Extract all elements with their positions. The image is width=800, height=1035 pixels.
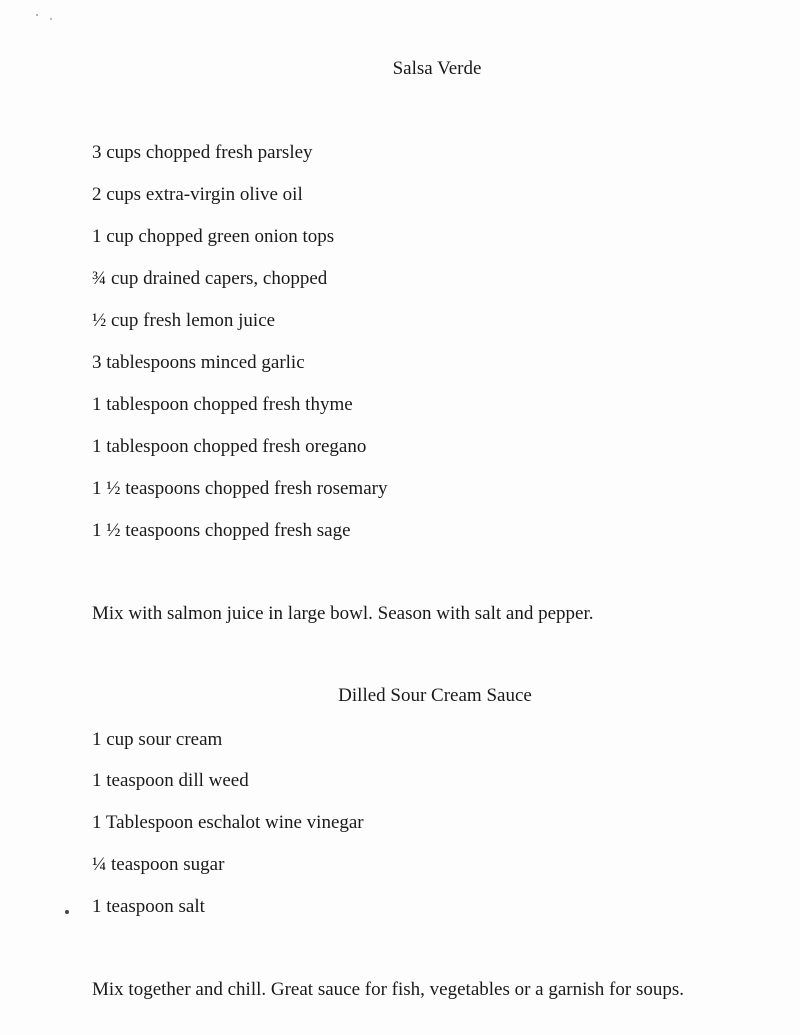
ingredient-line: 1 cup sour cream — [92, 729, 223, 750]
ingredient-line: ¼ teaspoon sugar — [92, 854, 225, 875]
ingredient-line: 1 teaspoon salt — [92, 896, 205, 917]
ingredient-line: 1 Tablespoon eschalot wine vinegar — [92, 812, 364, 833]
ingredient-line: 1 ½ teaspoons chopped fresh rosemary — [92, 478, 388, 499]
ingredient-line: ¾ cup drained capers, chopped — [92, 268, 328, 289]
ingredient-line: 2 cups extra-virgin olive oil — [92, 184, 303, 205]
recipe-instructions-salsa-verde: Mix with salmon juice in large bowl. Season with salt and pepper. — [92, 603, 594, 624]
ingredient-line: ½ cup fresh lemon juice — [92, 310, 276, 331]
recipe-title-salsa-verde: Salsa Verde — [392, 58, 482, 79]
ingredient-line: 1 ½ teaspoons chopped fresh sage — [92, 520, 351, 541]
recipe-instructions-dilled-sour-cream-sauce: Mix together and chill. Great sauce for fish, vegetables or a garnish for soups. — [92, 979, 684, 1000]
ingredient-line: 3 tablespoons minced garlic — [92, 352, 305, 373]
ingredient-line: 1 teaspoon dill weed — [92, 770, 249, 791]
recipe-title-dilled-sour-cream-sauce: Dilled Sour Cream Sauce — [338, 685, 532, 706]
scan-speck — [36, 14, 38, 16]
ingredient-line: 1 tablespoon chopped fresh oregano — [92, 436, 367, 457]
ingredient-line: 3 cups chopped fresh parsley — [92, 142, 313, 163]
ingredient-line: 1 tablespoon chopped fresh thyme — [92, 394, 353, 415]
scan-speck — [65, 910, 69, 914]
ingredient-line: 1 cup chopped green onion tops — [92, 226, 335, 247]
scan-speck — [50, 18, 52, 20]
